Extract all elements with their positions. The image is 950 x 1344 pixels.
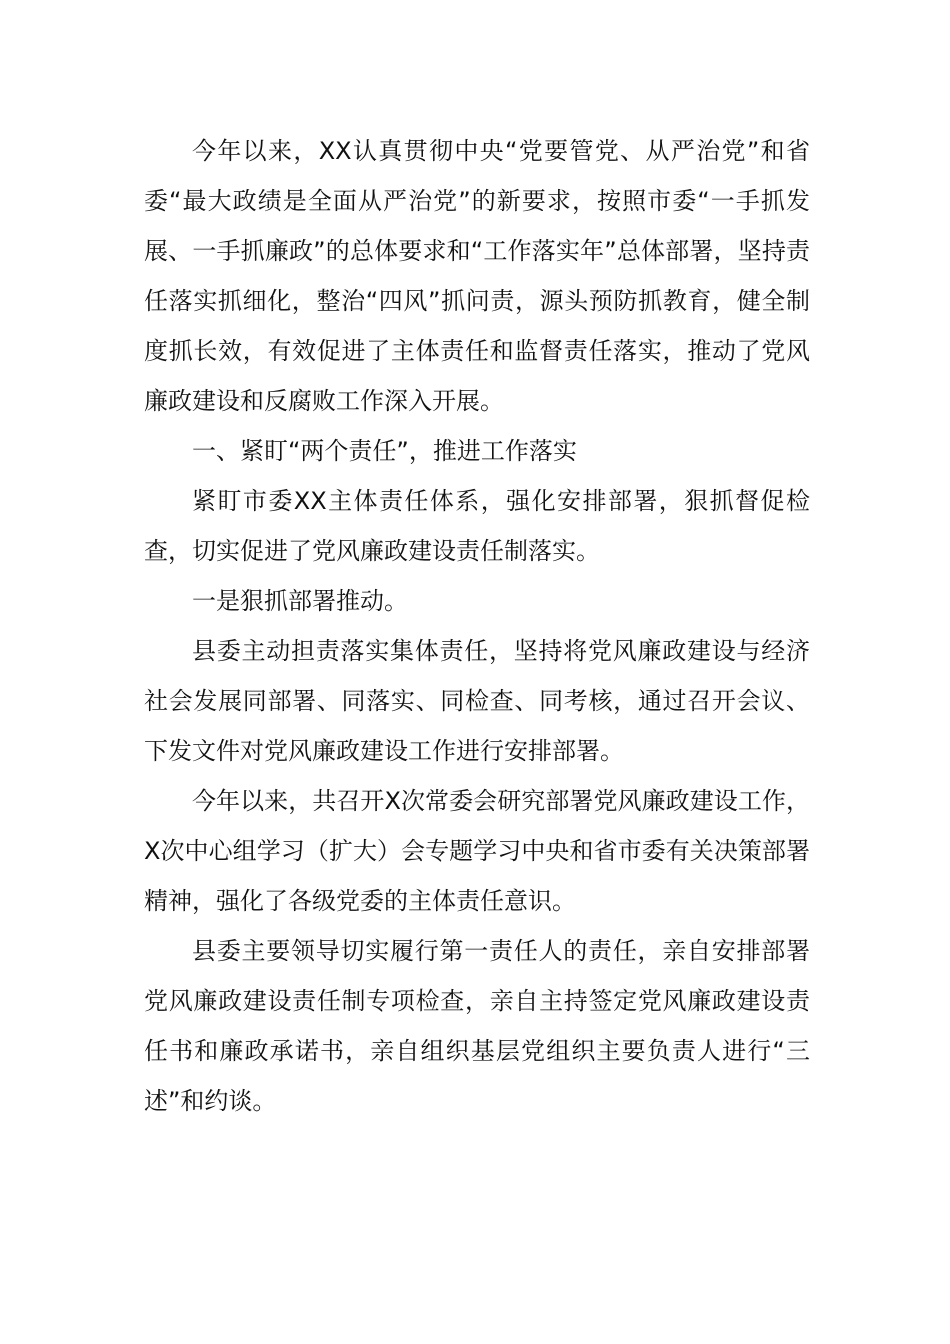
paragraph-collective-responsibility: 县委主动担责落实集体责任，坚持将党风廉政建设与经济社会发展同部署、同落实、同检查、同考核，通过召开会议、下发文件对党风廉政建设工作进行安排部署。 [144,637,810,765]
subheading-1: 一是狠抓部署推动。 [192,587,408,615]
paragraph-first-responsible: 县委主要领导切实履行第一责任人的责任，亲自安排部署党风廉政建设责任制专项检查，亲自主持签定党风廉政建设责任书和廉政承诺书，亲自组织基层党组织主要负责人进行“三述”和约谈。 [144,937,810,1115]
section-heading-1: 一、紧盯“两个责任”，推进工作落实 [192,437,577,465]
paragraph-meetings: 今年以来，共召开X次常委会研究部署党风廉政建设工作，X次中心组学习（扩大）会专题学习中央和省市委有关决策部署精神，强化了各级党委的主体责任意识。 [144,787,810,915]
document-body [144,126,810,1126]
paragraph-section-1: 紧盯市委XX主体责任体系，强化安排部署，狠抓督促检查，切实促进了党风廉政建设责任制落实。 [144,487,810,565]
paragraph-intro: 今年以来，XX认真贯彻中央“党要管党、从严治党”和省委“最大政绩是全面从严治党”的新要求，按照市委“一手抓发展、一手抓廉政”的总体要求和“工作落实年”总体部署，坚持责任落实抓细化，整治“四风”抓问责，源头预防抓教育，健全制度抓长效，有效促进了主体责任和监督责任落实，推动了党风廉政建设和反腐败工作深入开展。 [144,137,810,415]
